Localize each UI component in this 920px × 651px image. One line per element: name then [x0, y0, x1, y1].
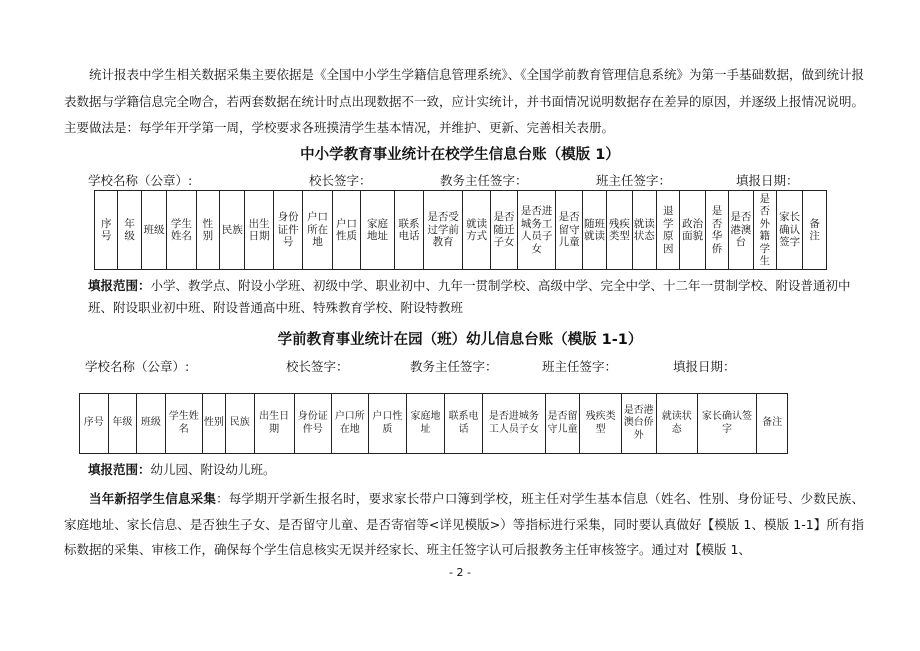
- new-student-paragraph: [64, 486, 864, 563]
- table2-school-name-label: 学校名称（公章）:: [85, 359, 190, 374]
- table2-teacher-sign-label: 班主任签字：: [542, 359, 618, 374]
- table1-school-name-label: 学校名称（公章）:: [88, 173, 193, 188]
- column-header: 残疾类型: [580, 394, 621, 454]
- column-header: 序号: [80, 394, 109, 454]
- column-header: 是否进城务工人员子女: [483, 394, 545, 454]
- table1-dean-sign-label: 教务主任签字：: [440, 173, 528, 188]
- table-header-row: [95, 191, 827, 270]
- column-header: 性别: [196, 191, 219, 270]
- column-header: 家庭地址: [406, 394, 444, 454]
- column-header: 性别: [202, 394, 225, 454]
- table1-title: 中小学教育事业统计在校学生信息台账（模版 1）: [300, 147, 620, 163]
- column-header: 就读状态: [632, 191, 656, 270]
- student-ledger-table: [94, 190, 827, 270]
- column-header: 户口性质: [332, 191, 360, 270]
- column-header: 随班就读: [582, 191, 606, 270]
- column-header: 是否港澳台侨外: [621, 394, 656, 454]
- column-header: 户口所在地: [303, 191, 332, 270]
- column-header: 序号: [95, 191, 118, 270]
- page-number: - 2 -: [449, 566, 471, 579]
- column-header: 身份证件号: [273, 191, 302, 270]
- column-header: 备注: [803, 191, 827, 270]
- column-header: 户口性质: [368, 394, 406, 454]
- column-header: 户口所在地: [331, 394, 368, 454]
- column-header: 学生姓名: [167, 191, 196, 270]
- table2-date-label: 填报日期：: [673, 359, 736, 374]
- column-header: 是否港澳台: [729, 191, 753, 270]
- scope-label: 填报范围：: [88, 462, 151, 477]
- scope-label: 填报范围：: [88, 278, 151, 293]
- column-header: 就读方式: [462, 191, 490, 270]
- scope-text: 幼儿园、附设幼儿班。: [150, 462, 276, 477]
- column-header: 是否华侨: [705, 191, 728, 270]
- table1-date-label: 填报日期：: [736, 173, 799, 188]
- column-header: 出生日期: [254, 394, 294, 454]
- column-header: 是否外籍学生: [753, 191, 776, 270]
- column-header: 残疾类型: [607, 191, 632, 270]
- column-header: 年级: [108, 394, 137, 454]
- column-header: 是否留守儿童: [556, 191, 582, 270]
- column-header: 家庭地址: [361, 191, 395, 270]
- column-header: 家长确认签字: [697, 394, 756, 454]
- table1-scope-note: [88, 275, 868, 319]
- table2-principal-sign-label: 校长签字：: [286, 359, 349, 374]
- column-header: 联系电话: [445, 394, 483, 454]
- column-header: 政治面貌: [680, 191, 705, 270]
- column-header: 家长确认签字: [776, 191, 802, 270]
- column-header: 学生姓名: [165, 394, 202, 454]
- column-header: 民族: [226, 394, 255, 454]
- column-header: 备注: [757, 394, 788, 454]
- column-header: 联系电话: [394, 191, 423, 270]
- column-header: 就读状态: [656, 394, 697, 454]
- table1-teacher-sign-label: 班主任签字：: [596, 173, 672, 188]
- column-header: 班级: [137, 394, 166, 454]
- column-header: 退学原因: [657, 191, 680, 270]
- column-header: 身份证件号: [294, 394, 331, 454]
- table2-dean-sign-label: 教务主任签字：: [410, 359, 498, 374]
- column-header: 是否进城务工人员子女: [517, 191, 556, 270]
- scope-text: 小学、教学点、附设小学班、初级中学、职业初中、九年一贯制学校、高级中学、完全中学、十二年一贯制学校、附设普通初中班、附设职业初中班、附设普通高中班、特殊教育学校、附设特教班: [88, 278, 851, 315]
- table2-scope-note: [88, 459, 868, 481]
- child-ledger-table: [79, 393, 788, 454]
- table1-principal-sign-label: 校长签字：: [309, 173, 372, 188]
- column-header: 班级: [141, 191, 166, 270]
- column-header: 民族: [220, 191, 245, 270]
- column-header: 年级: [118, 191, 141, 270]
- intro-paragraph: 统计报表中学生相关数据采集主要依据是《全国中小学生学籍信息管理系统》、《全国学前教育管理信息系统》为第一手基础数据，做到统计报表数据与学籍信息完全吻合，若两套数据在统计时点出现数据不一致，应计实统计，并书面情况说明数据存在差异的原因，并逐级上报情况说明。主要做法是：每学年开学第一周，学校要求各班摸清学生基本情况，并维护、更新、完善相关表册。: [64, 67, 865, 135]
- new-student-label: 当年新招学生信息采集: [89, 491, 217, 506]
- column-header: 出生日期: [245, 191, 273, 270]
- column-header: 是否随迁子女: [491, 191, 517, 270]
- column-header: 是否受过学前教育: [424, 191, 463, 270]
- table2-title: 学前教育事业统计在园（班）幼儿信息台账（模版 1-1）: [277, 332, 643, 348]
- new-student-text: ：每学期开学新生报名时，要求家长带户口簿到学校，班主任对学生基本信息（姓名、性别、身份证号、少数民族、家庭地址、家长信息、是否独生子女、是否留守儿童、是否寄宿等<详见模版>）等指标进行采集，同时要认真做好【模版 1、模版 1-1】所有指标数据的采集、审核工作，确保每个学生信息核实无误并经家长、班主任签字认可后报教务主任审核签字。通过对【模版 1、: [64, 491, 864, 557]
- table-header-row: [80, 394, 788, 454]
- column-header: 是否留守儿童: [545, 394, 580, 454]
